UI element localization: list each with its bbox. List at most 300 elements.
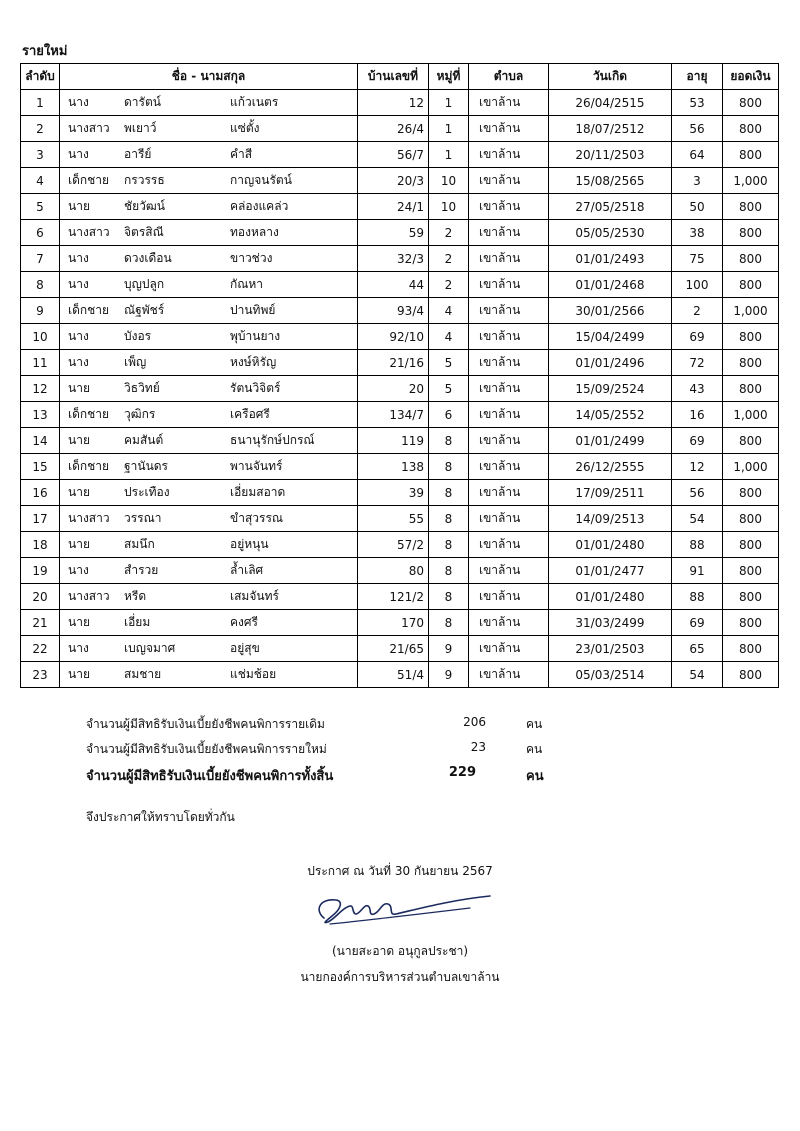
table-row (21, 428, 779, 454)
name-last: คำสี (230, 147, 253, 161)
name-title: นาง (68, 147, 89, 161)
name-title: นางสาว (68, 225, 110, 239)
name-first: เพ็ญ (124, 355, 147, 369)
header-amount: ยอดเงิน (723, 64, 779, 90)
cell-moo: 8 (429, 584, 469, 610)
cell-house: 134/7 (358, 402, 429, 428)
cell-house: 51/4 (358, 662, 429, 688)
name-last: ขาวช่วง (230, 251, 273, 265)
cell-name (60, 142, 358, 168)
name-first: ฐานันดร (124, 459, 169, 473)
name-first: วิธวิทย์ (124, 381, 160, 395)
name-first: ดารัตน์ (124, 95, 161, 109)
cell-house: 12 (358, 90, 429, 116)
cell-house: 20/3 (358, 168, 429, 194)
cell-house: 32/3 (358, 246, 429, 272)
cell-moo: 8 (429, 454, 469, 480)
cell-tambon: เขาล้าน (469, 610, 549, 636)
header-name: ชื่อ - นามสกุล (60, 64, 358, 90)
name-title: นางสาว (68, 589, 110, 603)
name-last: แก้วเนตร (230, 95, 279, 109)
cell-name (60, 610, 358, 636)
table-row (21, 246, 779, 272)
name-last: รัตนวิจิตร์ (230, 381, 281, 395)
cell-age: 91 (672, 558, 723, 584)
cell-no: 16 (21, 480, 60, 506)
cell-amount: 800 (723, 246, 779, 272)
cell-no: 13 (21, 402, 60, 428)
cell-no: 20 (21, 584, 60, 610)
cell-dob: 01/01/2480 (549, 532, 672, 558)
cell-tambon: เขาล้าน (469, 142, 549, 168)
name-last: อยู่หนุน (230, 537, 269, 551)
cell-age: 56 (672, 116, 723, 142)
cell-name (60, 272, 358, 298)
summary-value: 206 (463, 715, 486, 729)
cell-name (60, 376, 358, 402)
name-title: นาย (68, 667, 90, 681)
cell-moo: 1 (429, 116, 469, 142)
cell-house: 39 (358, 480, 429, 506)
table-row (21, 454, 779, 480)
cell-moo: 2 (429, 246, 469, 272)
summary-label: จำนวนผู้มีสิทธิรับเงินเบี้ยยังชีพคนพิการทั้งสิ้น (86, 769, 334, 784)
cell-tambon: เขาล้าน (469, 662, 549, 688)
name-last: พุบ้านยาง (230, 329, 281, 343)
cell-house: 170 (358, 610, 429, 636)
name-last: กาญจนรัตน์ (230, 173, 292, 187)
table-row (21, 90, 779, 116)
cell-dob: 27/05/2518 (549, 194, 672, 220)
section-title: รายใหม่ (22, 44, 68, 59)
cell-age: 53 (672, 90, 723, 116)
cell-amount: 800 (723, 376, 779, 402)
header-dob: วันเกิด (549, 64, 672, 90)
header-no: ลำดับ (21, 64, 60, 90)
cell-house: 80 (358, 558, 429, 584)
cell-dob: 26/12/2555 (549, 454, 672, 480)
cell-age: 64 (672, 142, 723, 168)
cell-age: 65 (672, 636, 723, 662)
name-title: นาย (68, 537, 90, 551)
cell-dob: 05/05/2530 (549, 220, 672, 246)
cell-no: 22 (21, 636, 60, 662)
name-first: วุฒิกร (124, 407, 156, 421)
name-first: เบญจมาศ (124, 641, 176, 655)
name-first: อารีย์ (124, 147, 152, 161)
name-last: ล้ำเลิศ (230, 563, 264, 577)
cell-tambon: เขาล้าน (469, 324, 549, 350)
name-last: ขำสุวรรณ (230, 511, 284, 525)
name-first: พเยาว์ (124, 121, 157, 135)
name-first: บังอร (124, 329, 152, 343)
table-row (21, 558, 779, 584)
name-first: บุญปลูก (124, 277, 165, 291)
cell-age: 56 (672, 480, 723, 506)
cell-no: 8 (21, 272, 60, 298)
table-row (21, 116, 779, 142)
cell-dob: 18/07/2512 (549, 116, 672, 142)
cell-tambon: เขาล้าน (469, 636, 549, 662)
cell-age: 100 (672, 272, 723, 298)
cell-amount: 1,000 (723, 168, 779, 194)
cell-amount: 800 (723, 272, 779, 298)
table-row (21, 298, 779, 324)
cell-name (60, 220, 358, 246)
cell-no: 2 (21, 116, 60, 142)
summary-line (86, 740, 586, 758)
cell-tambon: เขาล้าน (469, 506, 549, 532)
notice-text: จึงประกาศให้ทราบโดยทั่วกัน (86, 810, 235, 824)
cell-amount: 800 (723, 194, 779, 220)
table-row (21, 142, 779, 168)
cell-moo: 2 (429, 272, 469, 298)
cell-tambon: เขาล้าน (469, 376, 549, 402)
cell-amount: 800 (723, 350, 779, 376)
cell-age: 54 (672, 662, 723, 688)
cell-moo: 4 (429, 324, 469, 350)
name-last: คล่องแคล่ว (230, 199, 289, 213)
cell-house: 93/4 (358, 298, 429, 324)
cell-no: 21 (21, 610, 60, 636)
cell-tambon: เขาล้าน (469, 90, 549, 116)
table-row (21, 402, 779, 428)
cell-tambon: เขาล้าน (469, 584, 549, 610)
name-title: นาง (68, 355, 89, 369)
cell-moo: 1 (429, 142, 469, 168)
cell-house: 21/65 (358, 636, 429, 662)
cell-age: 88 (672, 584, 723, 610)
cell-amount: 800 (723, 584, 779, 610)
table-header-row (21, 64, 779, 90)
cell-dob: 01/01/2499 (549, 428, 672, 454)
cell-dob: 01/01/2493 (549, 246, 672, 272)
cell-amount: 800 (723, 428, 779, 454)
name-title: นาย (68, 199, 90, 213)
header-age: อายุ (672, 64, 723, 90)
name-title: นาง (68, 251, 89, 265)
cell-age: 75 (672, 246, 723, 272)
name-title: นาง (68, 95, 89, 109)
cell-amount: 800 (723, 558, 779, 584)
cell-name (60, 480, 358, 506)
name-title: นาย (68, 433, 90, 447)
name-first: ประเทือง (124, 485, 170, 499)
cell-tambon: เขาล้าน (469, 194, 549, 220)
cell-house: 55 (358, 506, 429, 532)
cell-dob: 14/05/2552 (549, 402, 672, 428)
name-title: เด็กชาย (68, 459, 110, 473)
cell-dob: 05/03/2514 (549, 662, 672, 688)
signer-position: นายกองค์การบริหารส่วนตำบลเขาล้าน (300, 970, 500, 984)
cell-no: 10 (21, 324, 60, 350)
cell-tambon: เขาล้าน (469, 168, 549, 194)
cell-dob: 01/01/2480 (549, 584, 672, 610)
cell-age: 3 (672, 168, 723, 194)
cell-no: 1 (21, 90, 60, 116)
cell-dob: 01/01/2477 (549, 558, 672, 584)
summary-unit: คน (526, 717, 543, 731)
name-first: สมนึก (124, 537, 155, 551)
name-first: วรรณา (124, 511, 162, 525)
cell-house: 92/10 (358, 324, 429, 350)
cell-house: 21/16 (358, 350, 429, 376)
cell-age: 69 (672, 610, 723, 636)
name-title: นาย (68, 381, 90, 395)
name-title: นาง (68, 641, 89, 655)
cell-dob: 01/01/2468 (549, 272, 672, 298)
cell-house: 59 (358, 220, 429, 246)
cell-dob: 15/08/2565 (549, 168, 672, 194)
header-house: บ้านเลขที่ (358, 64, 429, 90)
cell-no: 14 (21, 428, 60, 454)
name-last: เสมจันทร์ (230, 589, 279, 603)
name-last: เครือศรี (230, 407, 270, 421)
cell-name (60, 584, 358, 610)
cell-amount: 800 (723, 116, 779, 142)
cell-no: 17 (21, 506, 60, 532)
name-first: จิตรสิณี (124, 225, 164, 239)
cell-house: 121/2 (358, 584, 429, 610)
cell-age: 38 (672, 220, 723, 246)
cell-no: 3 (21, 142, 60, 168)
name-first: กรวรรธ (124, 173, 165, 187)
cell-no: 19 (21, 558, 60, 584)
table-row (21, 480, 779, 506)
cell-name (60, 194, 358, 220)
name-title: นาย (68, 615, 90, 629)
name-last: แซ่ตั้ง (230, 121, 260, 135)
cell-name (60, 454, 358, 480)
name-first: ดวงเดือน (124, 251, 172, 265)
cell-moo: 8 (429, 428, 469, 454)
cell-amount: 800 (723, 610, 779, 636)
table-row (21, 584, 779, 610)
cell-name (60, 298, 358, 324)
cell-name (60, 402, 358, 428)
cell-moo: 9 (429, 636, 469, 662)
cell-no: 11 (21, 350, 60, 376)
cell-name (60, 168, 358, 194)
cell-tambon: เขาล้าน (469, 272, 549, 298)
cell-no: 6 (21, 220, 60, 246)
cell-age: 2 (672, 298, 723, 324)
name-first: สมชาย (124, 667, 162, 681)
cell-dob: 15/04/2499 (549, 324, 672, 350)
name-title: เด็กชาย (68, 407, 110, 421)
cell-house: 20 (358, 376, 429, 402)
signature (310, 888, 500, 936)
cell-no: 5 (21, 194, 60, 220)
name-last: ทองหลาง (230, 225, 279, 239)
table-row (21, 532, 779, 558)
name-last: พานจันทร์ (230, 459, 283, 473)
beneficiary-table (20, 63, 779, 688)
cell-dob: 26/04/2515 (549, 90, 672, 116)
cell-moo: 1 (429, 90, 469, 116)
cell-tambon: เขาล้าน (469, 220, 549, 246)
cell-moo: 8 (429, 532, 469, 558)
cell-tambon: เขาล้าน (469, 350, 549, 376)
cell-moo: 6 (429, 402, 469, 428)
summary-line (86, 715, 586, 733)
cell-moo: 10 (429, 168, 469, 194)
cell-dob: 14/09/2513 (549, 506, 672, 532)
cell-dob: 20/11/2503 (549, 142, 672, 168)
name-first: คมสันต์ (124, 433, 164, 447)
cell-no: 15 (21, 454, 60, 480)
summary-label: จำนวนผู้มีสิทธิรับเงินเบี้ยยังชีพคนพิการรายเดิม (86, 717, 325, 731)
cell-amount: 800 (723, 532, 779, 558)
cell-moo: 8 (429, 480, 469, 506)
cell-tambon: เขาล้าน (469, 402, 549, 428)
cell-house: 56/7 (358, 142, 429, 168)
cell-no: 18 (21, 532, 60, 558)
cell-house: 44 (358, 272, 429, 298)
cell-dob: 15/09/2524 (549, 376, 672, 402)
table-row (21, 662, 779, 688)
table-row (21, 610, 779, 636)
cell-moo: 9 (429, 662, 469, 688)
cell-moo: 5 (429, 376, 469, 402)
cell-tambon: เขาล้าน (469, 532, 549, 558)
name-title: นาง (68, 329, 89, 343)
cell-name (60, 324, 358, 350)
cell-tambon: เขาล้าน (469, 428, 549, 454)
table-row (21, 350, 779, 376)
name-title: นาง (68, 277, 89, 291)
cell-amount: 800 (723, 324, 779, 350)
cell-age: 69 (672, 324, 723, 350)
cell-age: 43 (672, 376, 723, 402)
cell-house: 26/4 (358, 116, 429, 142)
cell-amount: 1,000 (723, 402, 779, 428)
summary-label: จำนวนผู้มีสิทธิรับเงินเบี้ยยังชีพคนพิการรายใหม่ (86, 742, 327, 756)
cell-amount: 800 (723, 506, 779, 532)
table-row (21, 194, 779, 220)
name-title: นางสาว (68, 511, 110, 525)
cell-age: 54 (672, 506, 723, 532)
cell-tambon: เขาล้าน (469, 246, 549, 272)
name-first: หรีด (124, 589, 147, 603)
cell-amount: 1,000 (723, 298, 779, 324)
name-first: เอี่ยม (124, 615, 151, 629)
summary-value: 229 (448, 765, 476, 780)
name-last: หงษ์หิรัญ (230, 355, 277, 369)
name-last: ธนานุรักษ์ปกรณ์ (230, 433, 315, 447)
name-title: เด็กชาย (68, 303, 110, 317)
cell-dob: 23/01/2503 (549, 636, 672, 662)
cell-amount: 800 (723, 90, 779, 116)
cell-age: 88 (672, 532, 723, 558)
cell-moo: 2 (429, 220, 469, 246)
announce-date: ประกาศ ณ วันที่ 30 กันยายน 2567 (307, 864, 493, 878)
cell-dob: 30/01/2566 (549, 298, 672, 324)
summary-unit: คน (526, 769, 544, 784)
name-last: ปานทิพย์ (230, 303, 276, 317)
name-title: นาง (68, 563, 89, 577)
cell-amount: 800 (723, 142, 779, 168)
cell-no: 9 (21, 298, 60, 324)
name-first: ณัฐพัชร์ (124, 303, 165, 317)
cell-tambon: เขาล้าน (469, 454, 549, 480)
cell-moo: 8 (429, 610, 469, 636)
cell-age: 12 (672, 454, 723, 480)
cell-name (60, 636, 358, 662)
cell-age: 69 (672, 428, 723, 454)
name-last: กัณหา (230, 277, 264, 291)
cell-name (60, 506, 358, 532)
summary-unit: คน (526, 742, 543, 756)
table-row (21, 272, 779, 298)
header-moo: หมู่ที่ (429, 64, 469, 90)
cell-name (60, 662, 358, 688)
cell-name (60, 90, 358, 116)
cell-age: 50 (672, 194, 723, 220)
name-last: แช่มช้อย (230, 667, 277, 681)
cell-no: 12 (21, 376, 60, 402)
cell-amount: 800 (723, 636, 779, 662)
name-title: นาย (68, 485, 90, 499)
cell-tambon: เขาล้าน (469, 480, 549, 506)
cell-amount: 800 (723, 220, 779, 246)
cell-moo: 8 (429, 558, 469, 584)
cell-name (60, 350, 358, 376)
name-last: อยู่สุข (230, 641, 260, 655)
cell-dob: 01/01/2496 (549, 350, 672, 376)
cell-tambon: เขาล้าน (469, 558, 549, 584)
name-last: เอี่ยมสอาด (230, 485, 286, 499)
table-row (21, 376, 779, 402)
cell-name (60, 116, 358, 142)
table-row (21, 324, 779, 350)
cell-name (60, 246, 358, 272)
cell-house: 119 (358, 428, 429, 454)
table-row (21, 636, 779, 662)
cell-moo: 8 (429, 506, 469, 532)
table-row (21, 168, 779, 194)
cell-dob: 17/09/2511 (549, 480, 672, 506)
cell-house: 138 (358, 454, 429, 480)
cell-no: 4 (21, 168, 60, 194)
cell-amount: 800 (723, 480, 779, 506)
cell-moo: 5 (429, 350, 469, 376)
cell-age: 72 (672, 350, 723, 376)
cell-moo: 10 (429, 194, 469, 220)
name-first: ชัยวัฒน์ (124, 199, 165, 213)
name-last: คงศรี (230, 615, 258, 629)
cell-age: 16 (672, 402, 723, 428)
summary-line (86, 765, 586, 783)
name-title: เด็กชาย (68, 173, 110, 187)
cell-amount: 1,000 (723, 454, 779, 480)
cell-house: 57/2 (358, 532, 429, 558)
name-title: นางสาว (68, 121, 110, 135)
table-row (21, 220, 779, 246)
cell-name (60, 428, 358, 454)
cell-name (60, 558, 358, 584)
cell-dob: 31/03/2499 (549, 610, 672, 636)
cell-amount: 800 (723, 662, 779, 688)
cell-house: 24/1 (358, 194, 429, 220)
cell-name (60, 532, 358, 558)
cell-no: 7 (21, 246, 60, 272)
summary-value: 23 (470, 740, 486, 754)
cell-tambon: เขาล้าน (469, 298, 549, 324)
header-tambon: ตำบล (469, 64, 549, 90)
name-first: สำรวย (124, 563, 159, 577)
signer-name: (นายสะอาด อนุกูลประชา) (331, 944, 469, 958)
